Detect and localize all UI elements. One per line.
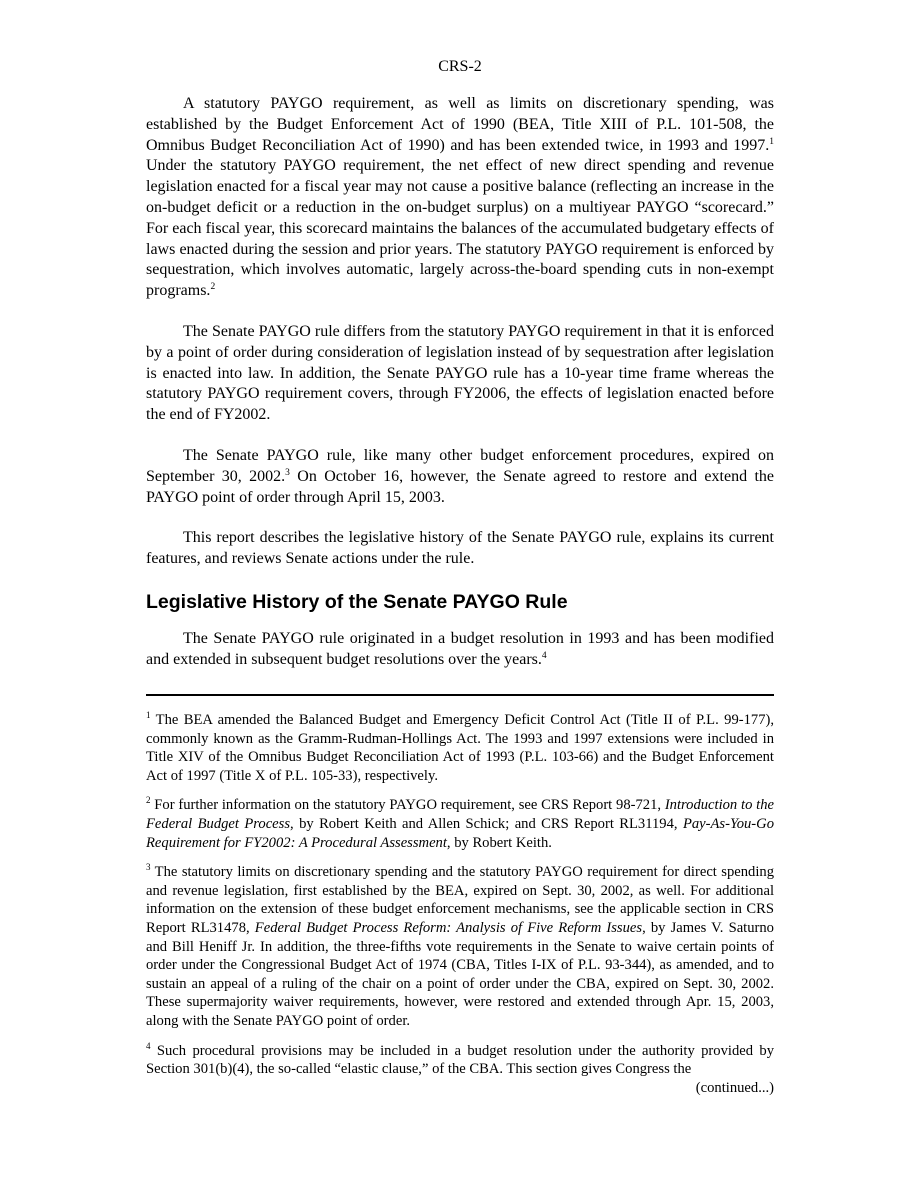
footnote-text: For further information on the statutory PAYGO requirement, see CRS Report 98-721,	[150, 797, 665, 814]
paragraph-text: A statutory PAYGO requirement, as well as limits on discretionary spending, was established by the Budget Enforcement Act of 1990 (BEA, Title XIII of P.L. 101-508, the Omnibus Budget Reconciliation Act of 1990) and has been extended twice, in 1993 and 1997.	[146, 95, 774, 154]
paragraph-statutory-paygo	[146, 94, 774, 302]
report-title: Pay-As-You-Go Requirement for FY2002: A Procedural Assessment	[146, 815, 775, 851]
paragraph-rule-expiration	[146, 446, 774, 508]
footnote-2	[146, 796, 774, 852]
continued-note: (continued...)	[695, 1079, 774, 1096]
footnote-1	[146, 711, 774, 785]
footnote-4	[146, 1042, 774, 1079]
footnote-separator	[146, 694, 774, 696]
footnote-ref-2[interactable]: 2	[210, 282, 216, 293]
footnote-text: , by James V. Saturno and Bill Heniff Jr. In addition, the three-fifths vote requirements in the Senate to waive certain points of order under the Congressional Budget Act of 1974 (CBA, Titles I-IX of P.L. 93-344), as amended, and to sustain an appeal of a ruling of the chair on a point of order under the CBA, expired on Sept. 30, 2002. These supermajority waiver requirements, however, were restored and extended through Apr. 15, 2003, along with the Senate PAYGO point of order.	[146, 919, 774, 1029]
footnote-text: The BEA amended the Balanced Budget and Emergency Deficit Control Act (Title II of P.L. 99-177), commonly known as the Gramm-Rudman-Hollings Act. The 1993 and 1997 extensions were included in Title XIV of the Omnibus Budget Reconciliation Act of 1993 (P.L. 103-66) and the Budget Enforcement Act of 1997 (Title X of P.L. 105-33), respectively.	[146, 712, 774, 784]
footnote-ref-4[interactable]: 4	[541, 650, 547, 661]
paragraph-text: Under the statutory PAYGO requirement, the net effect of new direct spending and revenue legislation enacted for a fiscal year may not cause a positive balance (reflecting an increase in the on-budget deficit or a reduction in the on-budget surplus) on a multiyear PAYGO “scorecard.” For each fiscal year, this scorecard maintains the balances of the accumulated budgetary effects of laws enacted during the session and prior years. The statutory PAYGO requirement is enforced by sequestration, which involves automatic, largely across-the-board spending cuts in non-exempt programs.	[146, 157, 774, 300]
report-title: Federal Budget Process Reform: Analysis of Five Reform Issues	[254, 919, 643, 936]
document-body	[146, 94, 774, 691]
paragraph-rule-origin	[146, 629, 774, 671]
page-header: CRS-2	[438, 58, 482, 75]
footnote-ref-3[interactable]: 3	[285, 467, 290, 478]
footnotes	[146, 711, 774, 1097]
report-title: Introduction to the Federal Budget Process	[146, 797, 774, 832]
footnote-text: The statutory limits on discretionary spending and the statutory PAYGO requirement for direct spending and revenue legislation, first established by the BEA, expired on Sept. 30, 2002, as well. For additional information on the extension of these budget enforcement mechanisms, see the applicable section in CRS Report RL31478,	[146, 864, 774, 936]
paragraph-text: The Senate PAYGO rule, like many other budget enforcement procedures, expired on September 30, 2002.	[146, 446, 774, 485]
footnote-text: Such procedural provisions may be included in a budget resolution under the authority provided by Section 301(b)(4), the so-called “elastic clause,” of the CBA. This section gives Congress the	[146, 1042, 774, 1078]
footnote-number: 4	[146, 1040, 151, 1051]
footnote-number: 1	[146, 710, 151, 720]
section-heading: Legislative History of the Senate PAYGO Rule	[146, 590, 568, 613]
paragraph-text: On October 16, however, the Senate agreed to restore and extend the PAYGO point of order through April 15, 2003.	[146, 467, 775, 506]
footnote-ref-1[interactable]: 1	[769, 136, 774, 147]
paragraph-senate-rule-difference: The Senate PAYGO rule differs from the statutory PAYGO requirement in that it is enforced by a point of order during consideration of legislation instead of by sequestration after legislation is enacted into law. In addition, the Senate PAYGO rule has a 10-year time frame whereas the statutory PAYGO requirement covers, through FY2006, the effects of legislation enacted before the end of FY2002.	[146, 322, 774, 424]
paragraph-text: The Senate PAYGO rule originated in a budget resolution in 1993 and has been modified and extended in subsequent budget resolutions over the years.	[146, 629, 774, 668]
footnote-3	[146, 863, 774, 1030]
footnote-text: , by Robert Keith and Allen Schick; and CRS Report RL31194,	[290, 815, 683, 832]
paragraph-report-overview: This report describes the legislative history of the Senate PAYGO rule, explains its current features, and reviews Senate actions under the rule.	[146, 529, 774, 568]
footnote-text: , by Robert Keith.	[446, 834, 552, 851]
footnote-number: 2	[146, 795, 151, 806]
footnote-number: 3	[146, 862, 151, 873]
